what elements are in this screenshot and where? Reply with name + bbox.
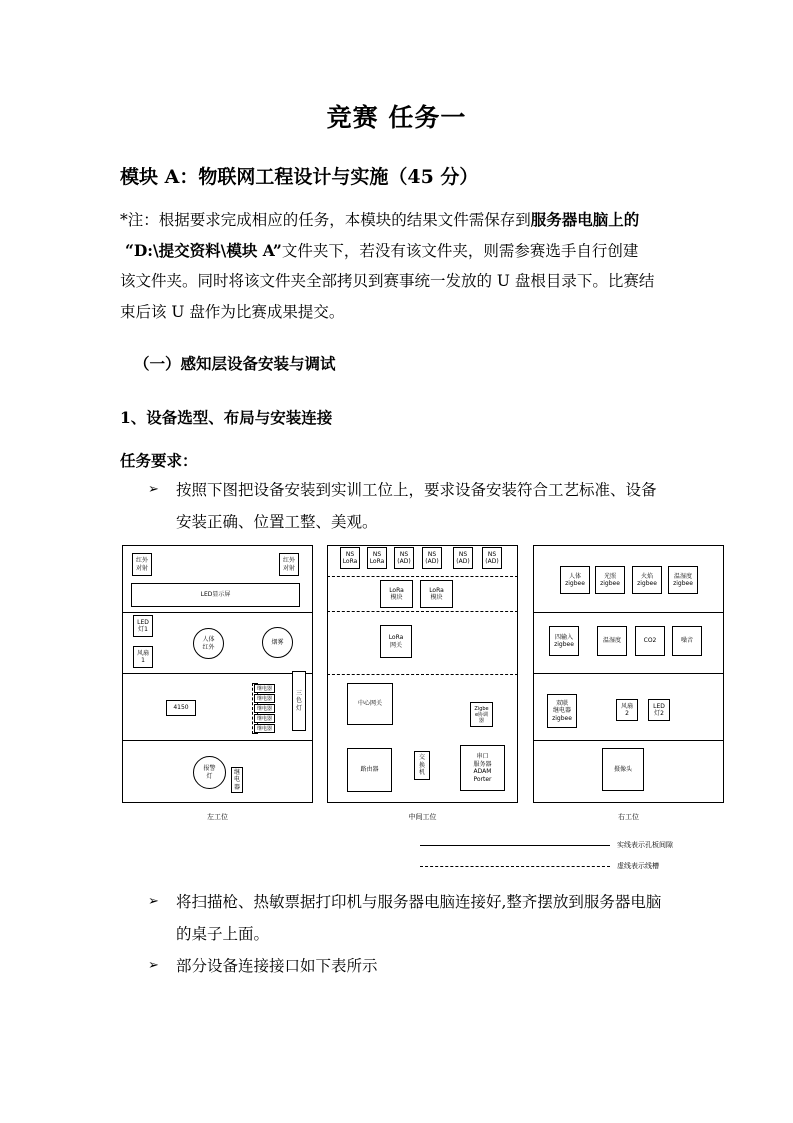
middle-station-caption: 中间工位 xyxy=(408,813,437,821)
bullet-line: 部分设备连接接口如下表所示 xyxy=(176,957,378,975)
light-zigbee: 光照 zigbee xyxy=(595,566,625,594)
dashed-divider xyxy=(327,674,518,675)
led-light-1: LED 灯1 xyxy=(133,615,153,637)
bullet-item xyxy=(148,886,688,950)
lora-module-2: LoRa 模块 xyxy=(420,580,453,608)
ns-ad-node: NS (AD) xyxy=(394,547,414,569)
fan-2: 风扇 2 xyxy=(616,699,638,721)
ns-lora-node: NS LoRa xyxy=(367,547,387,569)
bullet-line: 将扫描枪、热敏票据打印机与服务器电脑连接好,整齐摆放到服务器电脑 xyxy=(176,893,662,911)
page-title: 竞赛 任务一 xyxy=(326,103,467,132)
fan-1: 风扇 1 xyxy=(133,646,153,668)
note-line2: 文件夹下，若没有该文件夹，则需参赛选手自行创建 xyxy=(281,241,639,260)
led-light-2: LED 灯2 xyxy=(648,699,670,721)
ir-beam-2: 红外 对射 xyxy=(279,553,299,576)
left-station-caption: 左工位 xyxy=(207,813,228,821)
ns-ad-node: NS (AD) xyxy=(422,547,442,569)
dashed-divider xyxy=(327,576,518,577)
temp-humidity: 温湿度 xyxy=(597,626,627,656)
ir-beam-1: 红外 对射 xyxy=(132,553,152,576)
relay: 继电器 xyxy=(254,714,275,723)
relay: 继电器 xyxy=(254,724,275,733)
relay: 继电器 xyxy=(254,694,275,703)
alarm-light: 报警 灯 xyxy=(193,756,226,789)
ns-ad-node: NS (AD) xyxy=(453,547,473,569)
bullet-item xyxy=(148,950,688,982)
note-bold-1: 服务器电脑上的 xyxy=(530,210,640,229)
camera: 摄像头 xyxy=(602,748,644,791)
ns-ad-node: NS (AD) xyxy=(482,547,502,569)
legend-solid-label: 实线表示孔板间隙 xyxy=(617,841,673,849)
bullet-line: 按照下图把设备安装到实训工位上，要求设备安装符合工艺标准、设备 xyxy=(176,481,657,499)
solid-divider xyxy=(533,673,724,674)
flame-zigbee: 火焰 zigbee xyxy=(632,566,662,594)
led-screen: LED显示屏 xyxy=(131,583,300,607)
solid-divider xyxy=(122,612,313,613)
switch: 交 换 机 xyxy=(414,751,430,780)
legend-dashed-line xyxy=(420,866,610,867)
solid-divider xyxy=(122,740,313,741)
co2-sensor: CO2 xyxy=(635,626,665,656)
solid-divider xyxy=(533,740,724,741)
relay: 继电器 xyxy=(254,684,275,693)
relay: 继电器 xyxy=(254,704,275,713)
serial-server: 串口 服务器 ADAM Porter xyxy=(460,745,505,791)
right-station-caption: 右工位 xyxy=(618,813,639,821)
bullet-line: 的桌子上面。 xyxy=(176,925,270,943)
body-ir-sensor: 人体 红外 xyxy=(193,628,224,659)
section-heading: （一）感知层设备安装与调试 xyxy=(134,354,336,373)
dual-relay-zigbee: 双联 继电器 zigbee xyxy=(547,694,577,728)
body-zigbee: 人体 zigbee xyxy=(560,566,590,594)
relay-bottom: 继 电 器 xyxy=(231,767,243,793)
note-line3: 该文件夹。同时将该文件夹全部拷贝到赛事统一发放的 U 盘根目录下。比赛结 xyxy=(120,272,655,290)
smoke-sensor: 烟雾 xyxy=(262,627,293,658)
subsection-heading: 1、设备选型、布局与安装连接 xyxy=(120,408,333,427)
board-4150: 4150 xyxy=(166,700,196,716)
ns-lora-node: NS LoRa xyxy=(340,547,360,569)
bullet-line: 安装正确、位置工整、美观。 xyxy=(176,513,378,531)
four-input-zigbee: 四输入 zigbee xyxy=(549,626,579,656)
note-line4: 束后该 U 盘作为比赛成果提交。 xyxy=(120,302,345,321)
solid-divider xyxy=(122,673,313,674)
legend-dashed-label: 虚线表示线槽 xyxy=(617,862,659,870)
bullet-mark: ➢ xyxy=(148,958,159,973)
router: 路由器 xyxy=(347,748,392,792)
lora-gateway: LoRa 网关 xyxy=(380,625,412,658)
lora-module-1: LoRa 模块 xyxy=(380,580,413,608)
solid-divider xyxy=(533,612,724,613)
zigbee-coordinator: Zigbe e协调 器 xyxy=(470,702,493,727)
requirements-label: 任务要求： xyxy=(120,451,198,470)
legend-solid-line xyxy=(420,845,610,846)
noise-sensor: 噪音 xyxy=(672,626,702,656)
tricolor-light: 三 色 灯 xyxy=(292,671,306,731)
module-title: 模块 A：物联网工程设计与实施（45 分） xyxy=(120,166,479,188)
note-path: “D:\提交资料\模块 A” xyxy=(124,240,282,260)
center-gateway: 中心网关 xyxy=(347,683,393,725)
bullet-mark: ➢ xyxy=(148,482,159,497)
note-prefix: *注：根据要求完成相应的任务，本模块的结果文件需保存到 xyxy=(120,211,531,229)
dashed-divider xyxy=(327,611,518,612)
bullet-mark: ➢ xyxy=(148,894,159,909)
temp-humidity-zigbee: 温湿度 zigbee xyxy=(668,566,698,594)
